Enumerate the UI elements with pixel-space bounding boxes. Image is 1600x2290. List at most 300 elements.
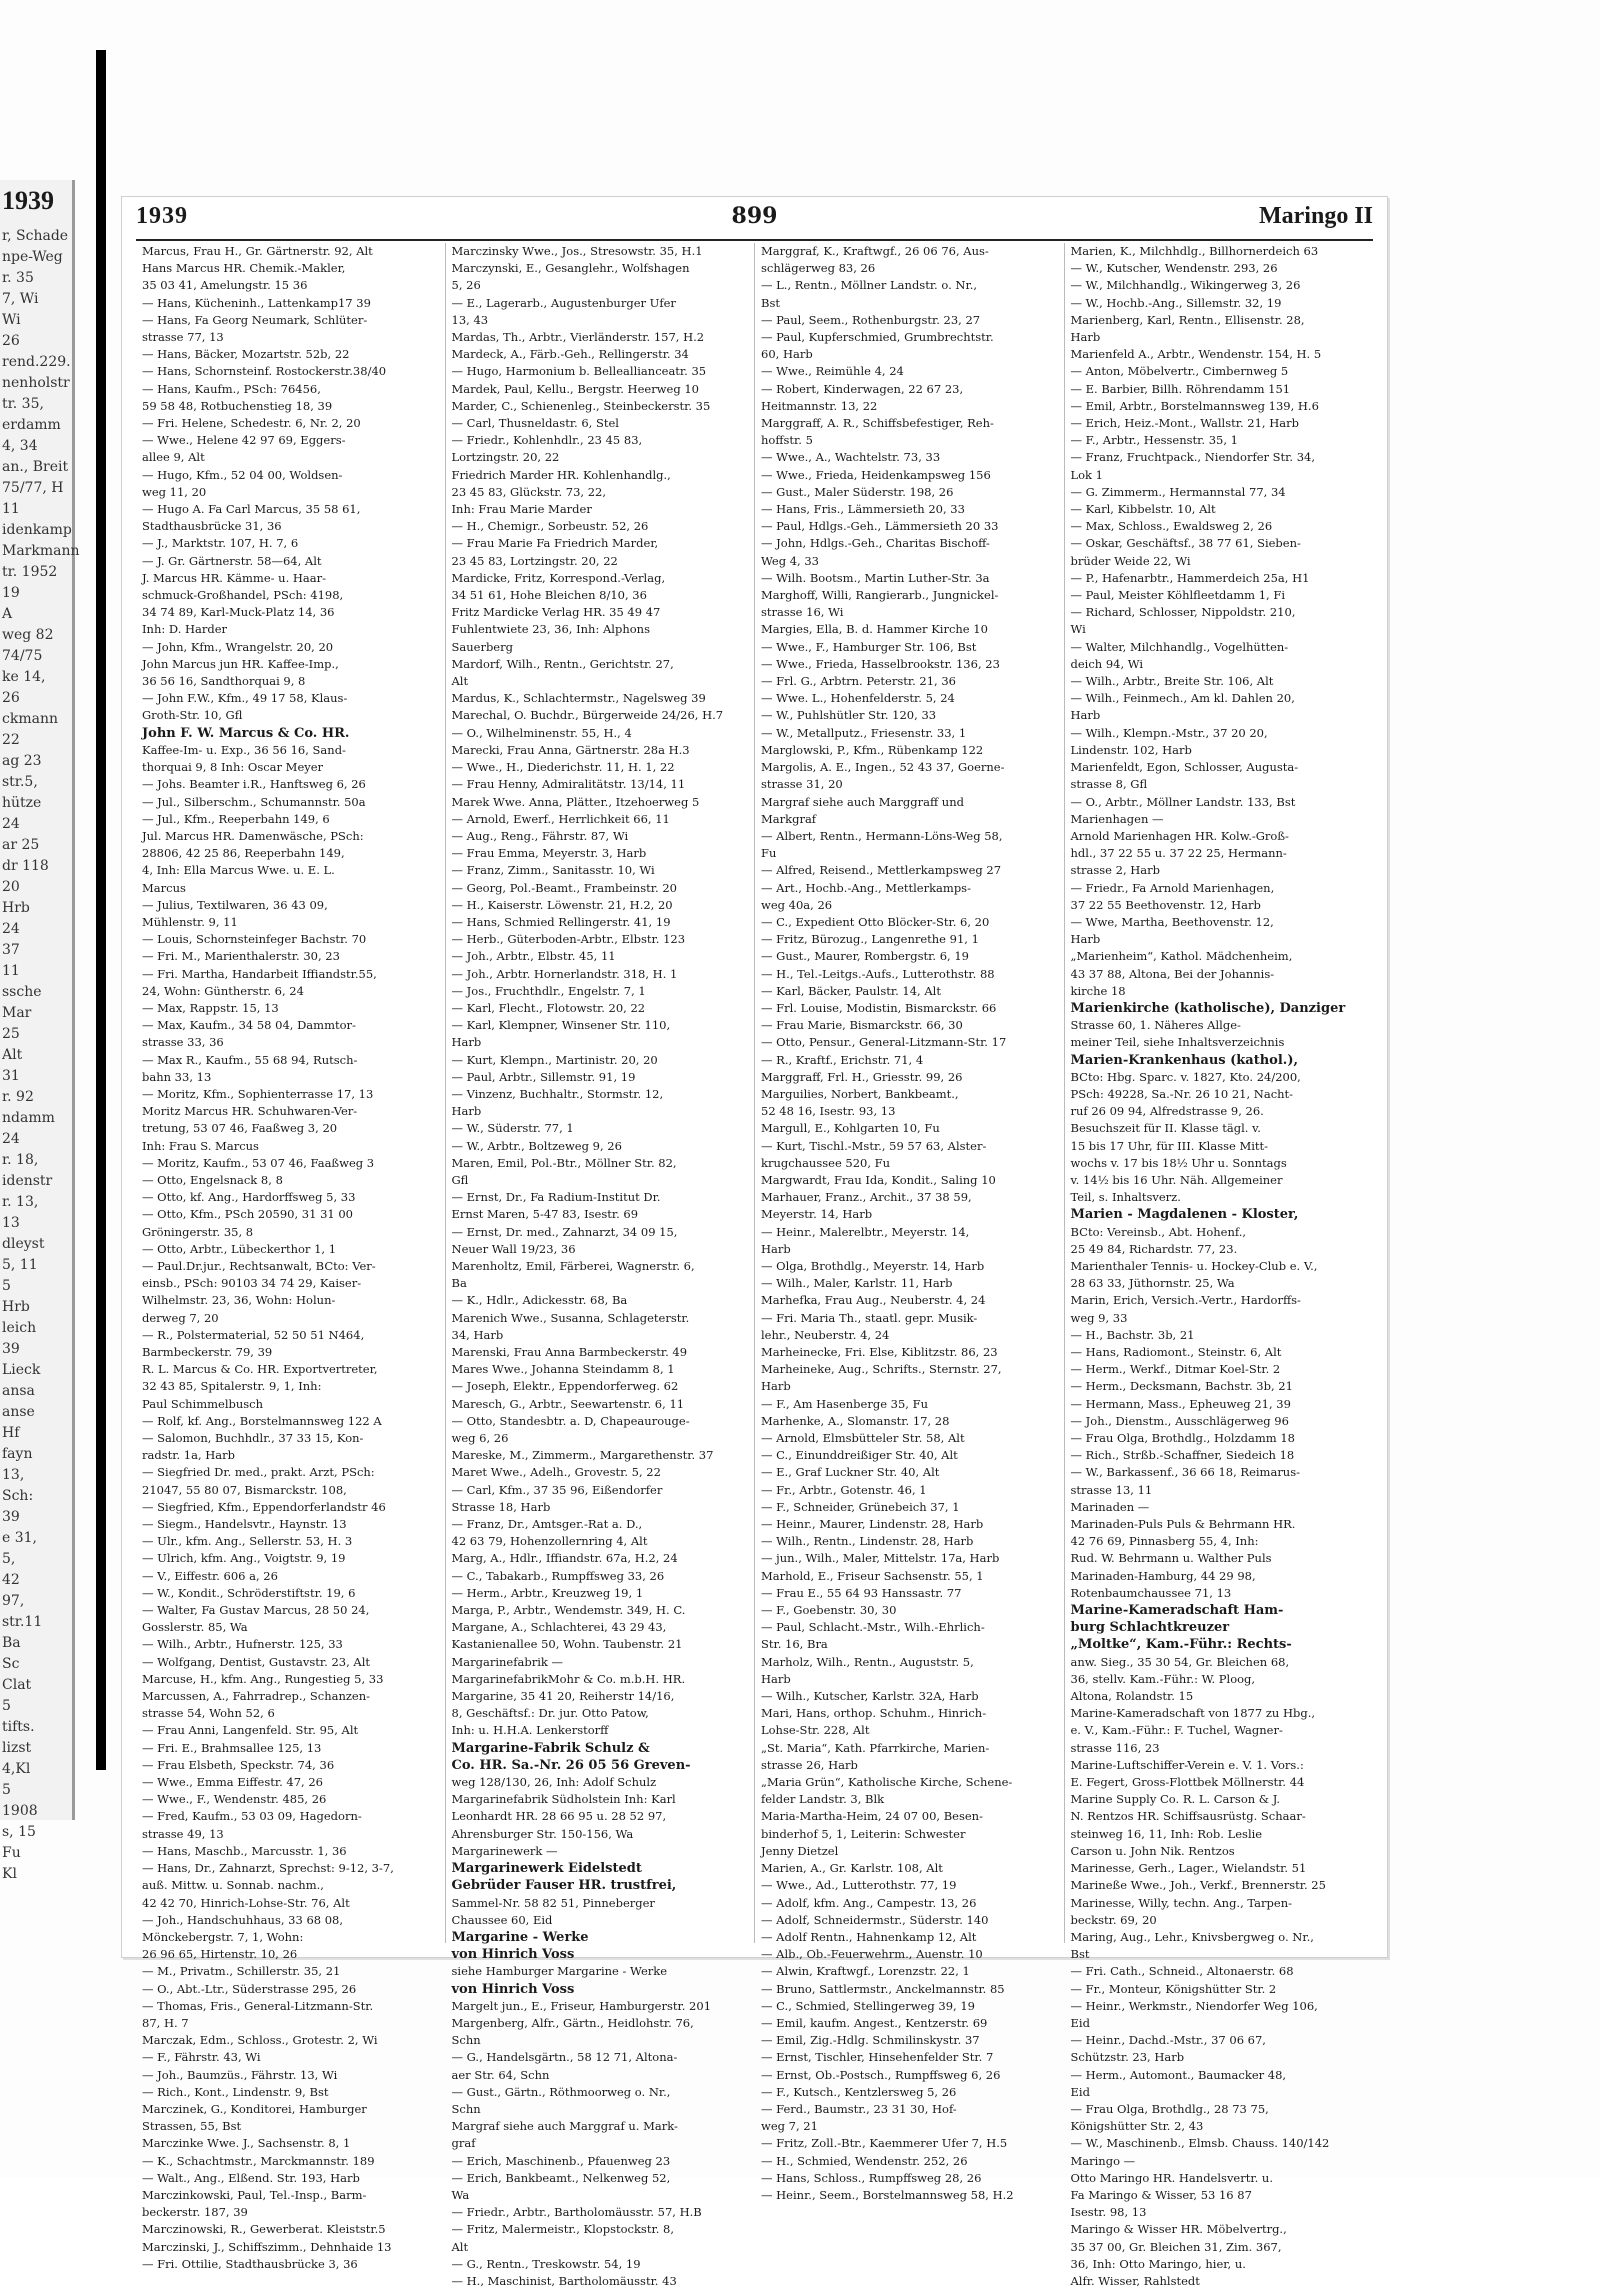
directory-entry-line: Lohse-Str. 228, Alt: [761, 1723, 870, 1738]
directory-entry-line: Mari, Hans, orthop. Schuhm., Hinrich-: [761, 1706, 987, 1721]
directory-entry-line: — G. Zimmerm., Hermannstal 77, 34: [1070, 484, 1286, 499]
left-page-fragment-line: ag 23: [2, 753, 42, 769]
left-page-fragment-line: idenkamp: [2, 522, 72, 538]
directory-entry-line: Alt: [451, 674, 469, 689]
directory-entry-line: — H., Schmied, Wendenstr. 252, 26: [761, 2153, 968, 2168]
directory-entry-line: — Emil, Arbtr., Borstelmannsweg 139, H.6: [1070, 398, 1319, 413]
directory-entry-line: — Moritz, Kaufm., 53 07 46, Faaßweg 3: [142, 1155, 375, 1170]
directory-entry-line: — Joh., Baumzüs., Fährstr. 13, Wi: [142, 2067, 338, 2082]
directory-entry-line: — Richard, Schlosser, Nippoldstr. 210,: [1070, 605, 1296, 620]
directory-entry-line: — Paul, Schlacht.-Mstr., Wilh.-Ehrlich-: [761, 1620, 985, 1635]
directory-entry-line: — Hans, Schornsteinf. Rostockerstr.38/40: [142, 364, 387, 379]
left-page-fragment-line: r. 92: [2, 1089, 34, 1105]
directory-entry-line: Margarinewerk —: [451, 1843, 558, 1858]
directory-entry-line: — Walt., Ang., Elßend. Str. 193, Harb: [142, 2170, 360, 2185]
left-page-fragment-line: 1908: [2, 1803, 38, 1819]
directory-entry-line: 35 37 00, Gr. Bleichen 31, Zim. 367,: [1070, 2239, 1282, 2254]
directory-entry-line: strasse 8, Gfl: [1070, 777, 1148, 792]
directory-entry-line: Mares Wwe., Johanna Steindamm 8, 1: [451, 1362, 675, 1377]
directory-entry-line: 60, Harb: [761, 347, 813, 362]
left-page-fragment-line: Hrb: [2, 900, 30, 916]
directory-entry-line: — Karl, Kibbelstr. 10, Alt: [1070, 502, 1216, 517]
left-page-fragment-line: str.5,: [2, 774, 38, 790]
left-page-fragment-line: e 31,: [2, 1530, 37, 1546]
left-page-fragment-line: 97,: [2, 1593, 25, 1609]
directory-entry-line: Marheineke, Aug., Schrifts., Sternstr. 27,: [761, 1362, 1002, 1377]
directory-entry-line: Paul Schimmelbusch: [142, 1396, 264, 1411]
left-page-fragment-line: 4, 34: [2, 438, 38, 454]
directory-entry-line: — Aug., Reng., Fährstr. 87, Wi: [451, 828, 629, 843]
directory-entry-line: — Ferd., Baumstr., 23 31 30, Hof-: [761, 2101, 957, 2116]
directory-entry-line: weg 11, 20: [142, 484, 207, 499]
directory-entry-line: — Vinzenz, Buchhaltr., Stormstr. 12,: [451, 1086, 664, 1101]
directory-entry-line: — Paul, Hdlgs.-Geh., Lämmersieth 20 33: [761, 519, 999, 534]
directory-entry-line: hdl., 37 22 55 u. 37 22 25, Hermann-: [1070, 846, 1287, 861]
directory-entry-line: — Wilh., Arbtr., Hufnerstr. 125, 33: [142, 1637, 343, 1652]
left-page-fragment-line: hütze: [2, 795, 42, 811]
directory-entry-line: Harb: [761, 1379, 791, 1394]
directory-entry-line: — Frau Marie Fa Friedrich Marder,: [451, 536, 659, 551]
directory-entry-line: 87, H. 7: [142, 2015, 189, 2030]
directory-entry-line: — Siegfried, Kfm., Eppendorferlandstr 46: [142, 1499, 386, 1514]
directory-entry-line: — Ulr., kfm. Ang., Sellerstr. 53, H. 3: [142, 1534, 353, 1549]
directory-entry-line: — Fri. M., Marienthalerstr. 30, 23: [142, 949, 340, 964]
directory-entry-line: 26 96 65, Hirtenstr. 10, 26: [142, 1947, 298, 1962]
left-page-fragment-line: 13,: [2, 1467, 25, 1483]
directory-entry-line: — W., Kutscher, Wendenstr. 293, 26: [1070, 261, 1278, 276]
directory-entry-line: — Frl. G., Arbtrn. Peterstr. 21, 36: [761, 674, 956, 689]
directory-entry-line: — Gust., Maler Süderstr. 198, 26: [761, 484, 954, 499]
directory-entry-line: — J., Marktstr. 107, H. 7, 6: [142, 536, 299, 551]
directory-entry-line: von Hinrich Voss: [451, 1981, 575, 1997]
directory-entry-line: — P., Hafenarbtr., Hammerdeich 25a, H1: [1070, 570, 1310, 585]
directory-entry-line: Mardicke, Fritz, Korrespond.-Verlag,: [451, 570, 666, 585]
directory-entry-line: PSch: 49228, Sa.-Nr. 26 10 21, Nacht-: [1070, 1086, 1294, 1101]
directory-entry-line: — Herm., Automont., Baumacker 48,: [1070, 2067, 1287, 2082]
left-page-fragment-line: an., Breit: [2, 459, 69, 475]
directory-entry-line: hoffstr. 5: [761, 433, 813, 448]
directory-entry-line: — W., Hochb.-Ang., Sillemstr. 32, 19: [1070, 295, 1282, 310]
directory-entry-line: — Hugo, Harmonium b. Belleallianceatr. 35: [451, 364, 707, 379]
directory-entry-line: Marggraff, Frl. H., Griesstr. 99, 26: [761, 1069, 963, 1084]
directory-entry-line: Schützstr. 23, Harb: [1070, 2050, 1185, 2065]
directory-entry-line: — Otto, Pensur., General-Litzmann-Str. 17: [761, 1035, 1007, 1050]
directory-entry-line: 4, Inh: Ella Marcus Wwe. u. E. L.: [142, 863, 335, 878]
directory-entry-line: — Ernst, Tischler, Hinsehenfelder Str. 7: [761, 2050, 994, 2065]
directory-entry-line: — Thomas, Fris., General-Litzmann-Str.: [142, 1998, 374, 2013]
directory-entry-line: Alt: [451, 2239, 469, 2254]
directory-entry-line: — Wwe., Helene 42 97 69, Eggers-: [142, 433, 346, 448]
directory-entry-line: — Otto, kf. Ang., Hardorffsweg 5, 33: [142, 1190, 356, 1205]
directory-entry-line: — Friedr., Arbtr., Bartholomäusstr. 57, H.B: [451, 2205, 702, 2220]
directory-entry-line: Harb: [451, 1104, 482, 1119]
directory-entry-line: Schn: [451, 2101, 481, 2116]
left-page-fragment-line: 20: [2, 879, 20, 895]
directory-entry-line: Margenberg, Alfr., Gärtn., Heidlohstr. 76,: [451, 2015, 694, 2030]
directory-entry-line: „Marienheim“, Kathol. Mädchenheim,: [1070, 949, 1293, 964]
directory-entry-line: Maresch, G., Arbtr., Seewartenstr. 6, 11: [451, 1396, 685, 1411]
directory-entry-line: — G., Handelsgärtn., 58 12 71, Altona-: [451, 2050, 678, 2065]
directory-entry-line: — E., Graf Luckner Str. 40, Alt: [761, 1465, 940, 1480]
left-page-fragment-line: 31: [2, 1068, 20, 1084]
directory-entry-line: — Paul.Dr.jur., Rechtsanwalt, BCto: Ver-: [142, 1258, 376, 1273]
directory-entry-line: Margies, Ella, B. d. Hammer Kirche 10: [761, 622, 988, 637]
directory-entry-line: — Julius, Textilwaren, 36 43 09,: [142, 897, 328, 912]
left-page-fragment-line: dr 118: [2, 858, 49, 874]
directory-entry-line: Rud. W. Behrmann u. Walther Puls: [1070, 1551, 1272, 1566]
directory-entry-line: graf: [451, 2136, 476, 2151]
directory-entry-line: Rotenbaumchaussee 71, 13: [1070, 1585, 1232, 1600]
directory-entry-line: Mardeck, A., Färb.-Geh., Rellingerstr. 34: [451, 347, 689, 362]
directory-columns: [136, 243, 1373, 2288]
directory-entry-line: Heitmannstr. 13, 22: [761, 398, 878, 413]
left-page-fragment-line: 5,: [2, 1551, 16, 1567]
directory-entry-line: Marcus, Frau H., Gr. Gärtnerstr. 92, Alt: [142, 244, 373, 258]
directory-entry-line: — W., Kondit., Schröderstiftstr. 19, 6: [142, 1585, 356, 1600]
left-page-fragment-line: dleyst: [2, 1236, 45, 1252]
directory-entry-line: Königshütter Str. 2, 43: [1070, 2119, 1204, 2134]
directory-entry-line: Marczinsky Wwe., Jos., Stresowstr. 35, H.1: [451, 244, 703, 258]
left-page-fragment-line: 4,Kl: [2, 1761, 31, 1777]
directory-entry-line: — C., Expedient Otto Blöcker-Str. 6, 20: [761, 914, 990, 929]
directory-entry-line: Fuhlentwiete 23, 36, Inh: Alphons: [451, 622, 650, 637]
directory-entry-line: — Herm., Arbtr., Kreuzweg 19, 1: [451, 1585, 644, 1600]
left-page-fragment-line: 5: [2, 1782, 11, 1798]
left-page-fragment-line: r. 13,: [2, 1194, 39, 1210]
directory-entry-line: Marhauer, Franz., Archit., 37 38 59,: [761, 1190, 972, 1205]
directory-entry-line: — Hans, Kücheninh., Lattenkamp17 39: [142, 295, 371, 310]
directory-entry-line: Gebrüder Fauser HR. trustfrei,: [451, 1878, 677, 1894]
directory-entry-line: — Alb., Ob.-Feuerwehrm., Auenstr. 10: [761, 1947, 983, 1962]
directory-entry-line: — Arnold, Ewerf., Herrlichkeit 66, 11: [451, 811, 670, 826]
directory-entry-line: — F., Schneider, Grünebeich 37, 1: [761, 1499, 960, 1514]
directory-entry-line: felder Landstr. 3, Blk: [761, 1792, 885, 1807]
directory-entry-line: — Karl, Flecht., Flotowstr. 20, 22: [451, 1000, 646, 1015]
directory-entry-line: 34 51 61, Hohe Bleichen 8/10, 36: [451, 588, 647, 603]
directory-entry-line: Sauerberg: [451, 639, 513, 654]
directory-entry-line: — Hans, Maschb., Marcusstr. 1, 36: [142, 1843, 347, 1858]
directory-entry-line: Eid: [1070, 2015, 1090, 2030]
directory-entry-line: Markgraf: [761, 811, 817, 826]
directory-entry-line: Co. HR. Sa.-Nr. 26 05 56 Greven-: [451, 1757, 691, 1773]
left-page-fragment-line: 11: [2, 501, 20, 517]
directory-entry-line: — Friedr., Fa Arnold Marienhagen,: [1070, 880, 1275, 895]
left-page-fragment-line: Clat: [2, 1677, 32, 1693]
directory-entry-line: — Paul, Arbtr., Sillemstr. 91, 19: [451, 1069, 636, 1084]
directory-entry-line: Margarine-Fabrik Schulz &: [451, 1740, 650, 1756]
left-page-fragment-line: Sch:: [2, 1488, 34, 1504]
left-page-fragment-line: rend.229.: [2, 354, 71, 370]
directory-entry-line: Marienhagen —: [1070, 811, 1164, 826]
directory-entry-line: Altona, Rolandstr. 15: [1070, 1689, 1194, 1704]
directory-entry-line: — Adolf Rentn., Hahnenkamp 12, Alt: [761, 1929, 977, 1944]
directory-entry-line: — O., Wilhelminenstr. 55, H., 4: [451, 725, 632, 740]
directory-entry-line: 52 48 16, Isestr. 93, 13: [761, 1104, 896, 1119]
directory-entry-line: Marheinecke, Fri. Else, Kiblitzstr. 86, 23: [761, 1345, 998, 1359]
directory-entry-line: Margarinewerk Eidelstedt: [451, 1861, 642, 1877]
directory-entry-line: v. 14½ bis 16 Uhr. Näh. Allgemeiner: [1070, 1172, 1283, 1187]
directory-entry-line: R. L. Marcus & Co. HR. Exportvertreter,: [142, 1362, 378, 1377]
directory-entry-line: — Franz, Dr., Amtsger.-Rat a. D.,: [451, 1517, 643, 1532]
directory-entry-line: Marienberg, Karl, Rentn., Ellisenstr. 28,: [1070, 312, 1305, 327]
directory-entry-line: weg 6, 26: [451, 1431, 509, 1446]
left-page-fragment-line: 24: [2, 816, 20, 832]
directory-entry-line: — jun., Wilh., Maler, Mittelstr. 17a, Harb: [761, 1551, 1000, 1566]
directory-entry-line: von Hinrich Voss: [451, 1947, 575, 1963]
directory-entry-line: Moritz Marcus HR. Schuhwaren-Ver-: [142, 1104, 358, 1119]
directory-entry-line: 28 63 33, Jüthornstr. 25, Wa: [1070, 1276, 1235, 1291]
left-page-fragment-line: Mar: [2, 1005, 32, 1021]
left-page-fragment-line: r. 18,: [2, 1152, 39, 1168]
directory-entry-line: schmuck-Großhandel, PSch: 4198,: [142, 588, 344, 603]
directory-entry-line: — Siegfried Dr. med., prakt. Arzt, PSch:: [142, 1465, 375, 1480]
directory-entry-line: — Fri. Maria Th., staatl. gepr. Musik-: [761, 1310, 978, 1325]
directory-entry-line: — Wwe., Emma Eiffestr. 47, 26: [142, 1775, 324, 1790]
directory-entry-line: Mareske, M., Zimmerm., Margarethenstr. 37: [451, 1448, 714, 1463]
directory-entry-line: — Fri. Helene, Schedestr. 6, Nr. 2, 20: [142, 416, 361, 431]
directory-entry-line: Teil, s. Inhaltsverz.: [1070, 1190, 1181, 1205]
directory-entry-line: — Hans, Radiomont., Steinstr. 6, Alt: [1070, 1345, 1282, 1359]
directory-entry-line: — Hans, Fris., Lämmersieth 20, 33: [761, 502, 965, 517]
directory-entry-line: 24, Wohn: Güntherstr. 6, 24: [142, 983, 304, 998]
directory-entry-line: — Otto, Standesbtr. a. D, Chapeaurouge-: [451, 1413, 690, 1428]
directory-entry-line: Harb: [1070, 932, 1101, 947]
directory-entry-line: Margane, A., Schlachterei, 43 29 43,: [451, 1620, 667, 1635]
directory-entry-line: Marga, P., Arbtr., Wendemstr. 349, H. C.: [451, 1603, 686, 1618]
directory-entry-line: Margolis, A. E., Ingen., 52 43 37, Goerne-: [761, 760, 1005, 775]
directory-entry-line: Marhefka, Frau Aug., Neuberstr. 4, 24: [761, 1293, 986, 1308]
directory-entry-line: 25 49 84, Richardstr. 77, 23.: [1070, 1241, 1238, 1256]
left-page-fragment-line: 22: [2, 732, 20, 748]
directory-entry-line: Marin, Erich, Versich.-Vertr., Hardorffs-: [1070, 1293, 1301, 1308]
directory-entry-line: — Wwe., A., Wachtelstr. 73, 33: [761, 450, 941, 465]
left-page-fragment-line: 42: [2, 1572, 20, 1588]
directory-entry-line: burg Schlachtkreuzer: [1070, 1620, 1230, 1636]
directory-entry-line: Mönckebergstr. 7, 1, Wohn:: [142, 1929, 304, 1944]
directory-entry-line: Ba: [451, 1276, 467, 1291]
directory-entry-line: Harb: [761, 1241, 791, 1256]
directory-entry-line: — Herb., Güterboden-Arbtr., Elbstr. 123: [451, 932, 686, 947]
directory-entry-line: — W., Barkassenf., 36 66 18, Reimarus-: [1070, 1465, 1301, 1480]
directory-entry-line: — Adolf, Schneidermstr., Süderstr. 140: [761, 1912, 989, 1927]
directory-entry-line: — Fritz, Bürozug., Langenrethe 91, 1: [761, 932, 979, 947]
directory-entry-line: Marien - Magdalenen - Kloster,: [1070, 1207, 1299, 1223]
directory-entry-line: Maren, Emil, Pol.-Btr., Möllner Str. 82,: [451, 1155, 677, 1170]
directory-entry-line: Inh: u. H.H.A. Lenkerstorff: [451, 1723, 609, 1738]
directory-entry-line: — Alwin, Kraftwgf., Lorenzstr. 22, 1: [761, 1964, 970, 1979]
directory-entry-line: — C., Tabakarb., Rumpffsweg 33, 26: [451, 1568, 665, 1583]
directory-entry-line: — W., Maschinenb., Elmsb. Chauss. 140/142: [1070, 2136, 1330, 2151]
left-page-fragment-line: tr. 1952: [2, 564, 58, 580]
directory-entry-line: — Wwe. L., Hohenfelderstr. 5, 24: [761, 691, 955, 706]
directory-entry-line: Barmbeckerstr. 79, 39: [142, 1345, 273, 1359]
directory-entry-line: — John, Hdlgs.-Geh., Charitas Bischoff-: [761, 536, 990, 551]
directory-entry-line: Marczinke Wwe. J., Sachsenstr. 8, 1: [142, 2136, 351, 2151]
directory-entry-line: — Wilh., Arbtr., Breite Str. 106, Alt: [1070, 674, 1274, 689]
directory-entry-line: — Albert, Rentn., Hermann-Löns-Weg 58,: [761, 828, 1003, 843]
directory-entry-line: — Wwe, Martha, Beethovenstr. 12,: [1070, 914, 1274, 929]
directory-entry-line: „Moltke“, Kam.-Führ.: Rechts-: [1070, 1637, 1292, 1653]
directory-entry-line: — John F.W., Kfm., 49 17 58, Klaus-: [142, 691, 348, 706]
directory-entry-line: 15 bis 17 Uhr, für III. Klasse Mitt-: [1070, 1138, 1269, 1153]
directory-entry-line: — Jul., Kfm., Reeperbahn 149, 6: [142, 811, 330, 826]
directory-entry-line: beckerstr. 187, 39: [142, 2205, 248, 2220]
directory-entry-line: — Wwe., Frieda, Heidenkampsweg 156: [761, 467, 991, 482]
left-page-fragment-line: 24: [2, 921, 20, 937]
directory-entry-line: Margarine, 35 41 20, Reiherstr 14/16,: [451, 1689, 675, 1704]
directory-entry-line: Marguilies, Norbert, Bankbeamt.,: [761, 1086, 959, 1101]
directory-entry-line: schlägerweg 83, 26: [761, 261, 876, 276]
directory-entry-line: bahn 33, 13: [142, 1069, 212, 1084]
directory-entry-line: — Fred, Kaufm., 53 03 09, Hagedorn-: [142, 1809, 362, 1824]
left-page-fragment-line: Sc: [2, 1656, 20, 1672]
directory-entry-line: Carson u. John Nik. Rentzos: [1070, 1843, 1235, 1858]
directory-entry-line: 59 58 48, Rotbuchenstieg 18, 39: [142, 398, 333, 413]
directory-entry-line: thorquai 9, 8 Inh: Oscar Meyer: [142, 760, 324, 775]
left-page-fragment-line: Lieck: [2, 1362, 41, 1378]
left-page-fragment-line: Kl: [2, 1866, 17, 1882]
directory-entry-line: — F., Fährstr. 43, Wi: [142, 2050, 261, 2065]
directory-entry-line: — Walter, Fa Gustav Marcus, 28 50 24,: [142, 1603, 370, 1618]
directory-entry-line: Maring, Aug., Lehr., Knivsbergweg o. Nr.,: [1070, 1929, 1314, 1944]
directory-entry-line: E. Fegert, Gross-Flottbek Möllnerstr. 44: [1070, 1775, 1305, 1790]
directory-entry-line: — Frau Anni, Langenfeld. Str. 95, Alt: [142, 1723, 359, 1738]
directory-entry-line: Marecki, Frau Anna, Gärtnerstr. 28a H.3: [451, 742, 690, 757]
directory-entry-line: Marczynski, E., Gesanglehr., Wolfshagen: [451, 261, 690, 276]
directory-entry-line: Wilhelmstr. 23, 36, Wohn: Holun-: [142, 1293, 336, 1308]
left-page-fragment-line: str.11: [2, 1614, 43, 1630]
directory-entry-line: — Erich, Bankbeamt., Nelkenweg 52,: [451, 2170, 671, 2185]
directory-entry-line: — Otto, Engelsnack 8, 8: [142, 1172, 283, 1187]
directory-entry-line: Mardorf, Wilh., Rentn., Gerichtstr. 27,: [451, 656, 674, 671]
directory-entry-line: weg 40a, 26: [761, 897, 833, 912]
directory-entry-line: weg 128/130, 26, Inh: Adolf Schulz: [451, 1775, 657, 1790]
directory-entry-line: strasse 77, 13: [142, 330, 224, 345]
directory-entry-line: — Paul, Seem., Rothenburgstr. 23, 27: [761, 312, 981, 327]
directory-entry-line: Inh: Frau Marie Marder: [451, 502, 592, 517]
directory-entry-line: auß. Mittw. u. Sonnab. nachm.,: [142, 1878, 324, 1893]
directory-entry-line: Margraf siehe auch Marggraff und: [761, 794, 964, 809]
directory-entry-line: Hans Marcus HR. Chemik.-Makler,: [142, 261, 346, 276]
directory-entry-line: Neuer Wall 19/23, 36: [451, 1241, 576, 1256]
directory-entry-line: — W., Puhlshütler Str. 120, 33: [761, 708, 937, 723]
directory-entry-line: Marholz, Wilh., Rentn., Auguststr. 5,: [761, 1654, 974, 1669]
directory-entry-line: Marenski, Frau Anna Barmbeckerstr. 49: [451, 1345, 688, 1359]
directory-entry-line: 35 03 41, Amelungstr. 15 36: [142, 278, 308, 293]
directory-entry-line: — Hans, Dr., Zahnarzt, Sprechst: 9-12, 3-7,: [142, 1861, 394, 1876]
directory-entry-line: Marczinkowski, Paul, Tel.-Insp., Barm-: [142, 2187, 367, 2202]
directory-entry-line: — O., Arbtr., Möllner Landstr. 133, Bst: [1070, 794, 1296, 809]
directory-entry-line: — Emil, Zig.-Hdlg. Schmilinskystr. 37: [761, 2033, 980, 2048]
directory-entry-line: Strasse 60, 1. Näheres Allge-: [1070, 1018, 1241, 1033]
left-page-fragment-line: 5: [2, 1278, 11, 1294]
directory-entry-line: — Rich., Kont., Lindenstr. 9, Bst: [142, 2084, 329, 2099]
directory-entry-line: Marek Wwe. Anna, Plätter., Itzehoerweg 5: [451, 794, 700, 809]
directory-entry-line: — Salomon, Buchhdlr., 37 33 15, Kon-: [142, 1431, 364, 1446]
directory-entry-line: — Max, Schloss., Ewaldsweg 2, 26: [1070, 519, 1273, 534]
directory-entry-line: — H., Chemigr., Sorbeustr. 52, 26: [451, 519, 649, 534]
directory-entry-line: Margraf siehe auch Marggraf u. Mark-: [451, 2119, 678, 2134]
directory-entry-line: — Heinr., Dachd.-Mstr., 37 06 67,: [1070, 2033, 1266, 2048]
directory-entry-line: — Louis, Schornsteinfeger Bachstr. 70: [142, 932, 367, 947]
directory-entry-line: — Wilh., Maler, Karlstr. 11, Harb: [761, 1276, 953, 1291]
directory-entry-line: MargarinefabrikMohr & Co. m.b.H. HR.: [451, 1671, 686, 1686]
directory-column-2: [446, 243, 756, 2288]
directory-entry-line: — Erich, Maschinenb., Pfauenweg 23: [451, 2153, 671, 2168]
directory-entry-line: Margull, E., Kohlgarten 10, Fu: [761, 1121, 940, 1136]
directory-entry-line: — Herm., Decksmann, Bachstr. 3b, 21: [1070, 1379, 1293, 1394]
directory-entry-line: Chaussee 60, Eid: [451, 1912, 553, 1927]
running-head: Maringo II: [1259, 203, 1373, 229]
directory-entry-line: Inh: D. Harder: [142, 622, 228, 637]
directory-entry-line: — Gust., Maurer, Rombergstr. 6, 19: [761, 949, 969, 964]
directory-entry-line: — Erich, Heiz.-Mont., Wallstr. 21, Harb: [1070, 416, 1299, 431]
directory-entry-line: strasse 116, 23: [1070, 1740, 1160, 1755]
directory-entry-line: — W., Metallputz., Friesenstr. 33, 1: [761, 725, 967, 740]
directory-entry-line: — E., Lagerarb., Augustenburger Ufer: [451, 295, 676, 310]
directory-entry-line: krugchaussee 520, Fu: [761, 1155, 891, 1170]
directory-entry-line: Mardas, Th., Arbtr., Vierländerstr. 157, H.2: [451, 330, 705, 345]
directory-entry-line: 23 45 83, Lortzingstr. 20, 22: [451, 553, 618, 568]
directory-entry-line: — Adolf, kfm. Ang., Campestr. 13, 26: [761, 1895, 977, 1910]
directory-entry-line: — Frau Marie, Bismarckstr. 66, 30: [761, 1018, 963, 1033]
directory-entry-line: „Maria Grün“, Katholische Kirche, Schene-: [761, 1775, 1013, 1790]
directory-entry-line: Marine-Kameradschaft Ham-: [1070, 1603, 1284, 1619]
directory-entry-line: beckstr. 69, 20: [1070, 1912, 1157, 1927]
directory-entry-line: Marghoff, Willi, Rangierarb., Jungnickel-: [761, 588, 999, 603]
left-page-fragment-line: 26: [2, 333, 20, 349]
directory-entry-line: — E. Barbier, Billh. Röhrendamm 151: [1070, 381, 1291, 396]
directory-entry-line: — F., Goebenstr. 30, 30: [761, 1603, 897, 1618]
left-page-fragment-line: ansa: [2, 1383, 35, 1399]
directory-entry-line: strasse 13, 11: [1070, 1482, 1153, 1497]
directory-entry-line: — Hans, Kaufm., PSch: 76456,: [142, 381, 321, 396]
left-page-fragment-line: idenstr: [2, 1173, 53, 1189]
directory-entry-line: Inh: Frau S. Marcus: [142, 1138, 259, 1153]
directory-entry-line: 32 43 85, Spitalerstr. 9, 1, Inh:: [142, 1379, 322, 1394]
directory-entry-line: — W., Arbtr., Boltzeweg 9, 26: [451, 1138, 622, 1153]
left-page-fragment-line: ckmann: [2, 711, 58, 727]
directory-entry-line: Lok 1: [1070, 467, 1104, 482]
page-header: [136, 203, 1373, 241]
directory-entry-line: — Frau Olga, Brothdlg., 28 73 75,: [1070, 2101, 1269, 2116]
directory-entry-line: — Moritz, Kfm., Sophienterrasse 17, 13: [142, 1086, 374, 1101]
directory-entry-line: — Ernst, Dr. med., Zahnarzt, 34 09 15,: [451, 1224, 678, 1239]
directory-entry-line: — F., Arbtr., Hessenstr. 35, 1: [1070, 433, 1238, 448]
directory-entry-line: radstr. 1a, Harb: [142, 1448, 236, 1463]
directory-entry-line: — Fritz, Malermeistr., Klopstockstr. 8,: [451, 2222, 674, 2237]
directory-entry-line: Marien, A., Gr. Karlstr. 108, Alt: [761, 1861, 943, 1876]
left-page-fragment-line: ke 14,: [2, 669, 46, 685]
directory-entry-line: Kaffee-Im- u. Exp., 36 56 16, Sand-: [142, 742, 346, 757]
directory-entry-line: Marg, A., Hdlr., Iffiandstr. 67a, H.2, 24: [451, 1551, 678, 1566]
directory-entry-line: „St. Maria“, Kath. Pfarrkirche, Marien-: [761, 1740, 990, 1755]
directory-entry-line: 34 74 89, Karl-Muck-Platz 14, 36: [142, 605, 335, 620]
directory-entry-line: Marinaden-Hamburg, 44 29 98,: [1070, 1568, 1256, 1583]
directory-entry-line: — W., Milchhandlg., Wikingerweg 3, 26: [1070, 278, 1301, 293]
left-page-fragment-line: 13: [2, 1215, 20, 1231]
directory-entry-line: — Hans, Schmied Rellingerstr. 41, 19: [451, 914, 671, 929]
directory-entry-line: Marienkirche (katholische), Danziger: [1070, 1000, 1346, 1016]
directory-entry-line: — Carl, Thusneldastr. 6, Stel: [451, 416, 619, 431]
directory-entry-line: Marinaden —: [1070, 1499, 1150, 1514]
directory-entry-line: — Ulrich, kfm. Ang., Voigtstr. 9, 19: [142, 1551, 346, 1566]
directory-entry-line: Lortzingstr. 20, 22: [451, 450, 560, 465]
directory-entry-line: Jul. Marcus HR. Damenwäsche, PSch:: [142, 828, 364, 843]
directory-entry-line: — Frau Elsbeth, Speckstr. 74, 36: [142, 1757, 335, 1772]
directory-entry-line: — Wilh., Kutscher, Karlstr. 32A, Harb: [761, 1689, 979, 1704]
directory-entry-line: — K., Hdlr., Adickesstr. 68, Ba: [451, 1293, 628, 1308]
